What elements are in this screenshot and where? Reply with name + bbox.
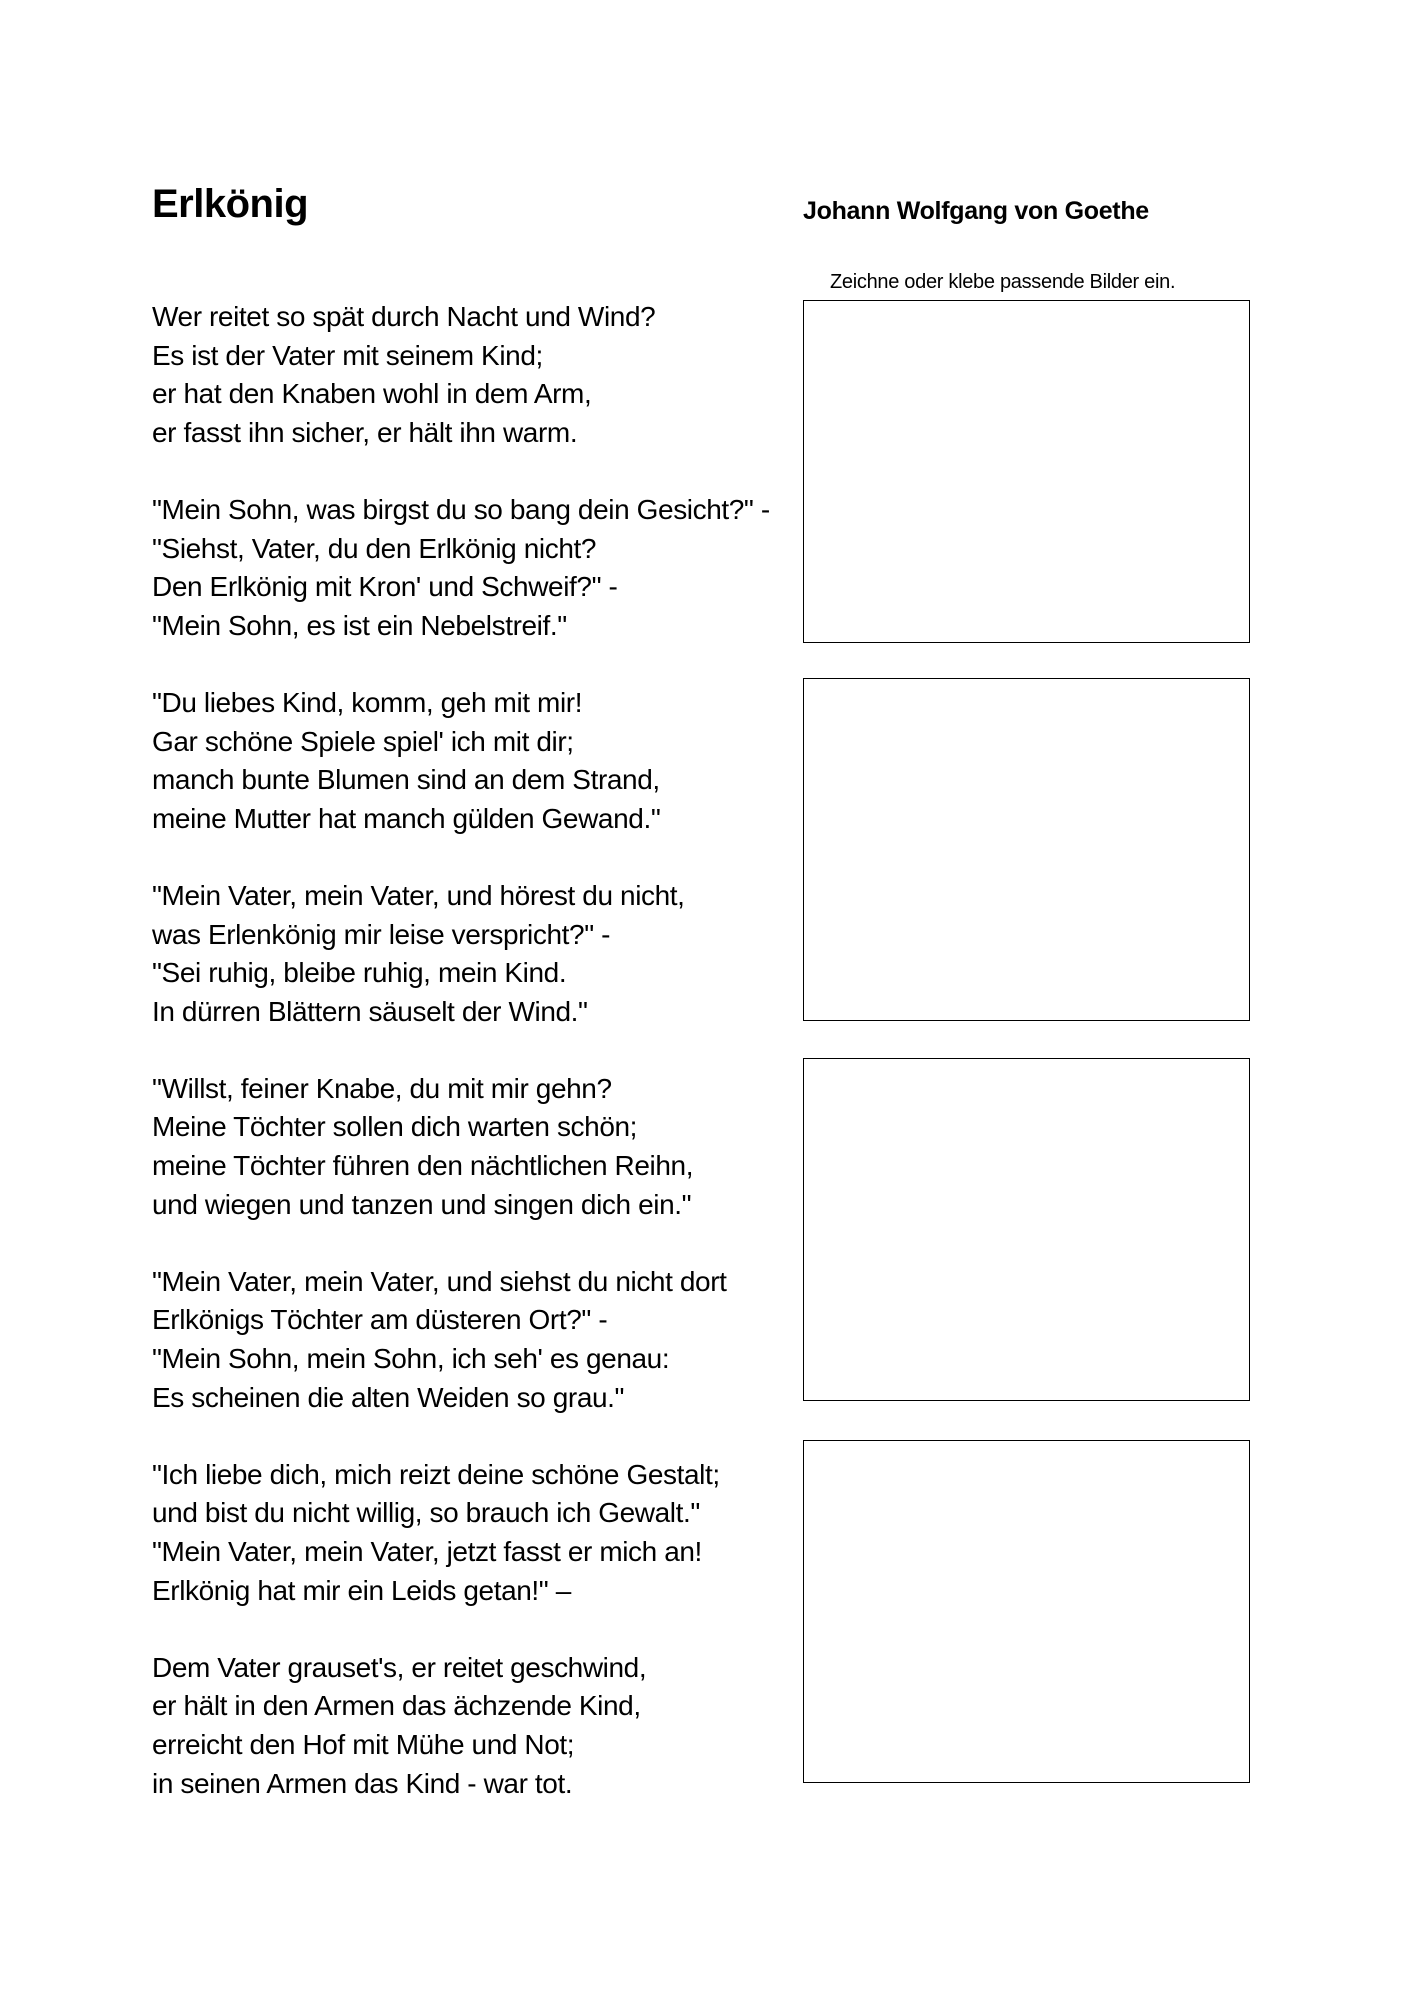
- stanza-3: [152, 684, 802, 838]
- picture-frame-3: [803, 1058, 1250, 1401]
- poem-line: was Erlenkönig mir leise verspricht?" -: [152, 918, 611, 950]
- stanza-8: [152, 1649, 802, 1803]
- poem-line: "Mein Sohn, was birgst du so bang dein Gesicht?" -: [152, 493, 770, 525]
- poem-line: meine Töchter führen den nächtlichen Reihn,: [152, 1150, 694, 1182]
- poem-line: er hält in den Armen das ächzende Kind,: [152, 1690, 641, 1722]
- author-name: Johann Wolfgang von Goethe: [803, 197, 1149, 225]
- poem-line: "Mein Sohn, mein Sohn, ich seh' es genau:: [152, 1343, 670, 1375]
- poem-line: Den Erlkönig mit Kron' und Schweif?" -: [152, 571, 618, 603]
- poem-line: Wer reitet so spät durch Nacht und Wind?: [152, 301, 656, 332]
- poem-line: Dem Vater grauset's, er reitet geschwind,: [152, 1651, 647, 1683]
- poem-line: in seinen Armen das Kind - war tot.: [152, 1767, 573, 1799]
- poem-line: Es scheinen die alten Weiden so grau.": [152, 1381, 625, 1413]
- poem-line: erreicht den Hof mit Mühe und Not;: [152, 1728, 575, 1760]
- poem-line: "Siehst, Vater, du den Erlkönig nicht?: [152, 532, 597, 564]
- poem-line: "Mein Vater, mein Vater, und hörest du nicht,: [152, 879, 685, 911]
- stanza-1: [152, 298, 802, 452]
- stanza-6: [152, 1263, 802, 1417]
- poem-line: manch bunte Blumen sind an dem Strand,: [152, 764, 660, 796]
- poem-line: Meine Töchter sollen dich warten schön;: [152, 1111, 638, 1143]
- poem-line: In dürren Blättern säuselt der Wind.": [152, 995, 588, 1027]
- stanza-2: [152, 491, 802, 645]
- poem-line: Erlkönigs Töchter am düsteren Ort?" -: [152, 1304, 608, 1336]
- stanza-7: [152, 1456, 802, 1610]
- poem-line: Es ist der Vater mit seinem Kind;: [152, 339, 543, 371]
- poem-line: er hat den Knaben wohl in dem Arm,: [152, 378, 592, 410]
- drawing-instruction: Zeichne oder klebe passende Bilder ein.: [830, 271, 1176, 293]
- picture-frame-2: [803, 678, 1250, 1021]
- poem-line: "Mein Sohn, es ist ein Nebelstreif.": [152, 609, 567, 641]
- poem-line: er fasst ihn sicher, er hält ihn warm.: [152, 416, 578, 448]
- poem-line: und wiegen und tanzen und singen dich ein.": [152, 1188, 692, 1220]
- poem-line: "Sei ruhig, bleibe ruhig, mein Kind.: [152, 957, 567, 989]
- poem-line: "Willst, feiner Knabe, du mit mir gehn?: [152, 1072, 612, 1104]
- stanza-4: [152, 877, 802, 1031]
- poem-text: [152, 298, 802, 1842]
- poem-line: "Mein Vater, mein Vater, jetzt fasst er mich an!: [152, 1536, 702, 1567]
- poem-line: und bist du nicht willig, so brauch ich Gewalt.": [152, 1497, 700, 1529]
- poem-line: Erlkönig hat mir ein Leids getan!" –: [152, 1574, 571, 1606]
- picture-frame-1: [803, 300, 1250, 643]
- poem-line: meine Mutter hat manch gülden Gewand.": [152, 802, 661, 834]
- poem-line: "Ich liebe dich, mich reizt deine schöne Gestalt;: [152, 1458, 720, 1490]
- poem-line: "Du liebes Kind, komm, geh mit mir!: [152, 686, 583, 718]
- poem-line: Gar schöne Spiele spiel' ich mit dir;: [152, 725, 574, 757]
- picture-frame-4: [803, 1440, 1250, 1783]
- poem-line: "Mein Vater, mein Vater, und siehst du nicht dort: [152, 1265, 727, 1297]
- stanza-5: [152, 1070, 802, 1224]
- page-title: Erlkönig: [152, 182, 309, 226]
